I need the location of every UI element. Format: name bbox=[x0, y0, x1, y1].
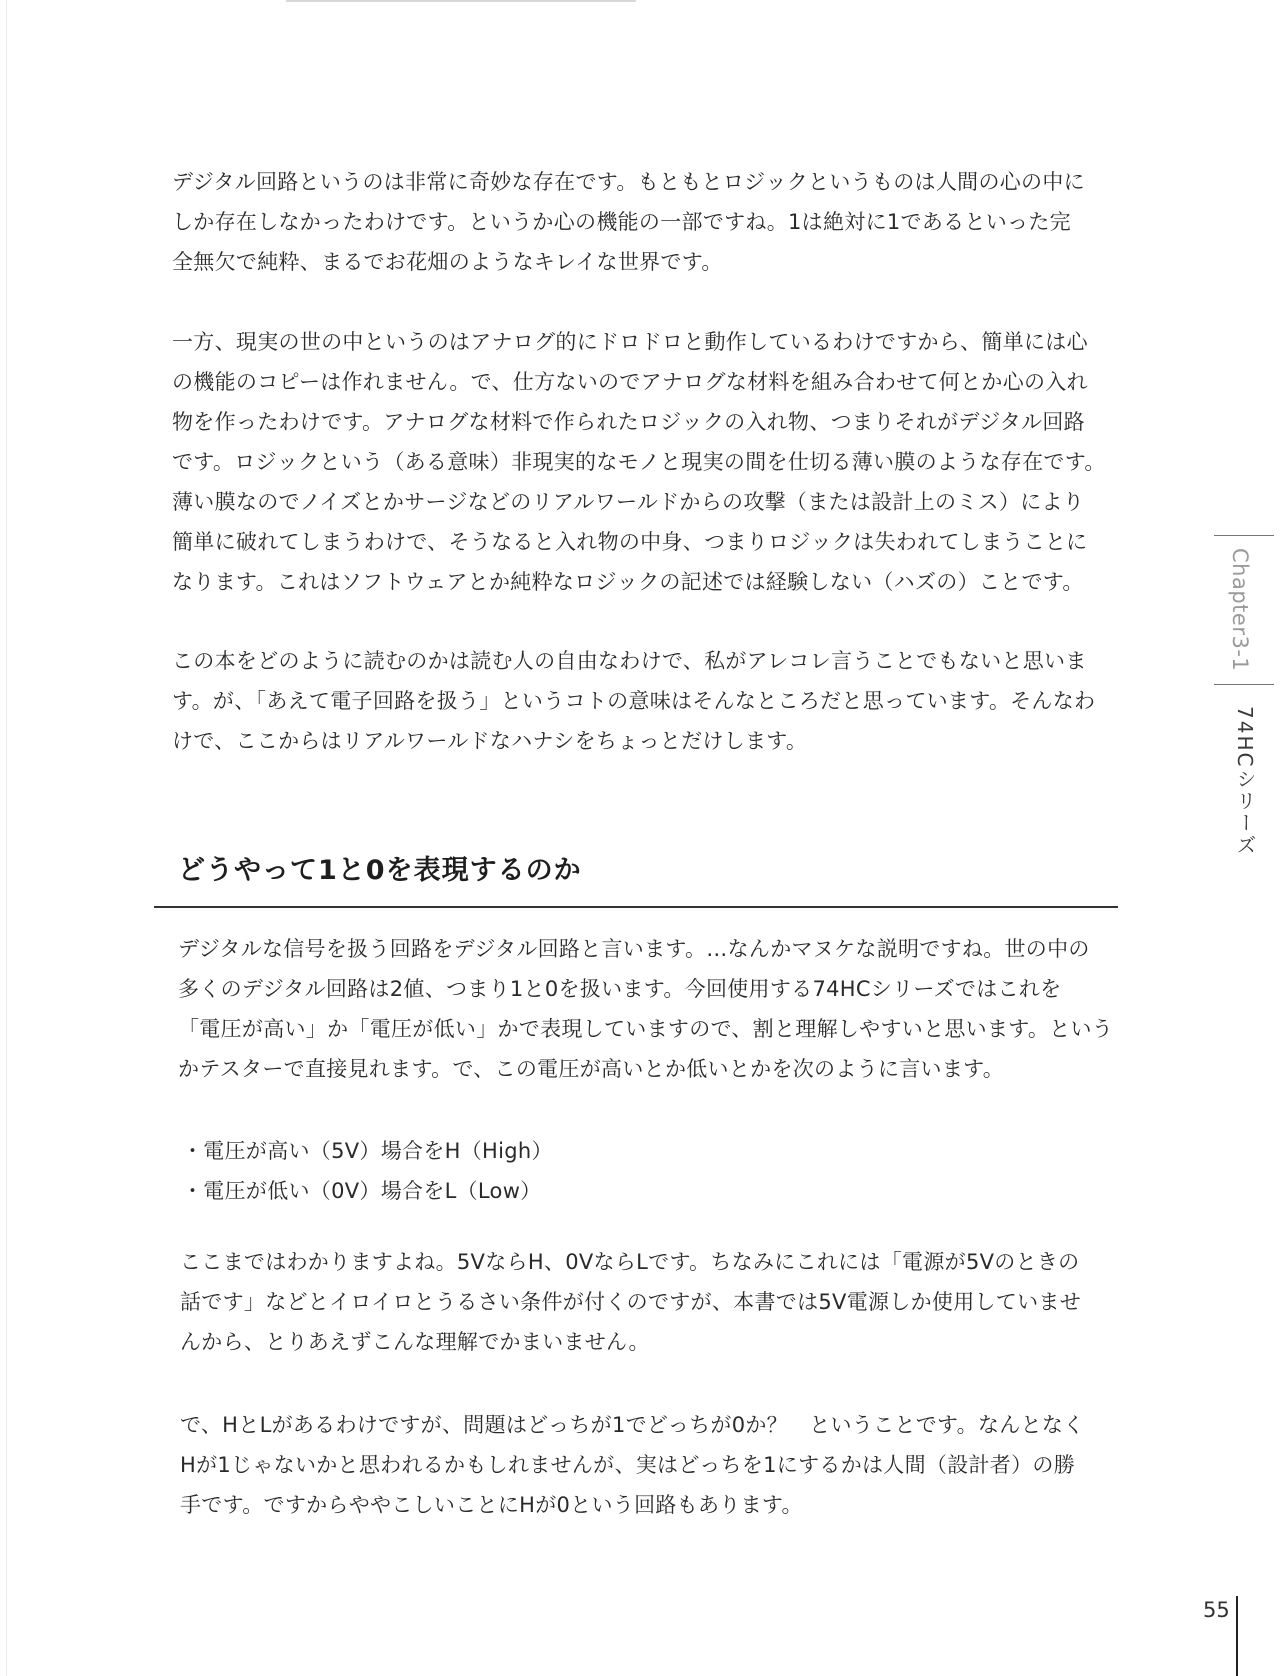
text-line: しか存在しなかったわけです。というか心の機能の一部ですね。1は絶対に1であるといった完 bbox=[172, 210, 1071, 234]
paragraph-real-world bbox=[172, 322, 1117, 602]
page-number-rule bbox=[1236, 1596, 1238, 1676]
paragraph-logic-assignment bbox=[180, 1405, 1125, 1525]
chapter-tab-label: Chapter3-1 bbox=[1228, 548, 1252, 672]
section-heading: どうやって1と0を表現するのか bbox=[178, 855, 582, 886]
text-line: かテスターで直接見れます。で、この電圧が高いとか低いとかを次のように言います。 bbox=[178, 1057, 1005, 1081]
bullet-list bbox=[182, 1131, 1127, 1211]
top-edge-rule bbox=[286, 0, 636, 2]
text-line: デジタルな信号を扱う回路をデジタル回路と言います。…なんかマヌケな説明ですね。世の中の bbox=[178, 937, 1090, 961]
text-line: 「電圧が高い」か「電圧が低い」かで表現していますので、割と理解しやすいと思います。という bbox=[178, 1017, 1114, 1041]
list-item: ・電圧が高い（5V）場合をH（High） bbox=[182, 1139, 553, 1163]
text-line: デジタル回路というのは非常に奇妙な存在です。もともとロジックというものは人間の心の中に bbox=[172, 170, 1085, 194]
text-line: 手です。ですからややこしいことにHが0という回路もあります。 bbox=[180, 1493, 803, 1517]
text-line: ここまではわかりますよね。5VならH、0VならLです。ちなみにこれには「電源が5Vのときの bbox=[180, 1250, 1080, 1274]
binding-edge-rule bbox=[6, 0, 7, 1676]
paragraph-intro bbox=[172, 162, 1117, 282]
side-tab-divider bbox=[1214, 684, 1274, 685]
text-line: 簡単に破れてしまうわけで、そうなると入れ物の中身、つまりロジックは失われてしまうことに bbox=[172, 530, 1088, 554]
text-line: 物を作ったわけです。アナログな材料で作られたロジックの入れ物、つまりそれがデジタル回路 bbox=[172, 410, 1085, 434]
text-line: です。ロジックという（ある意味）非現実的なモノと現実の間を仕切る薄い膜のような存在です。 bbox=[172, 450, 1106, 474]
text-line: 話です」などとイロイロとうるさい条件が付くのですが、本書では5V電源しか使用していませ bbox=[180, 1290, 1081, 1314]
paragraph-digital-signals bbox=[178, 929, 1123, 1089]
side-tab-top-rule bbox=[1214, 535, 1274, 536]
text-line: この本をどのように読むのかは読む人の自由なわけで、私がアレコレ言うことでもないと思いま bbox=[172, 649, 1087, 673]
text-line: けで、ここからはリアルワールドなハナシをちょっとだけします。 bbox=[172, 729, 808, 753]
heading-underline bbox=[154, 906, 1118, 908]
list-item: ・電圧が低い（0V）場合をL（Low） bbox=[182, 1179, 542, 1203]
text-line: 一方、現実の世の中というのはアナログ的にドロドロと動作しているわけですから、簡単には心 bbox=[172, 330, 1088, 354]
text-line: で、HとLがあるわけですが、問題はどっちが1でどっちが0か？ ということです。なんとなく bbox=[180, 1413, 1085, 1437]
paragraph-voltage-note bbox=[180, 1242, 1125, 1362]
text-line: 多くのデジタル回路は2値、つまり1と0を扱います。今回使用する74HCシリーズではこれを bbox=[178, 977, 1062, 1001]
text-line: の機能のコピーは作れません。で、仕方ないのでアナログな材料を組み合わせて何とか心の入れ bbox=[172, 370, 1088, 394]
text-line: す。が、「あえて電子回路を扱う」というコトの意味はそんなところだと思っています。そんなわ bbox=[172, 689, 1096, 713]
paragraph-book-purpose bbox=[172, 641, 1117, 761]
text-line: 薄い膜なのでノイズとかサージなどのリアルワールドからの攻撃（または設計上のミス）により bbox=[172, 490, 1085, 514]
text-line: 全無欠で純粋、まるでお花畑のようなキレイな世界です。 bbox=[172, 250, 723, 274]
section-tab-label: 74HCシリーズ bbox=[1233, 706, 1257, 857]
text-line: Hが1じゃないかと思われるかもしれませんが、実はどっちを1にするかは人間（設計者）の勝 bbox=[180, 1453, 1075, 1477]
page-number: 55 bbox=[1203, 1598, 1230, 1622]
text-line: なります。これはソフトウェアとか純粋なロジックの記述では経験しない（ハズの）ことです。 bbox=[172, 570, 1084, 594]
text-line: んから、とりあえずこんな理解でかまいません。 bbox=[180, 1330, 650, 1354]
